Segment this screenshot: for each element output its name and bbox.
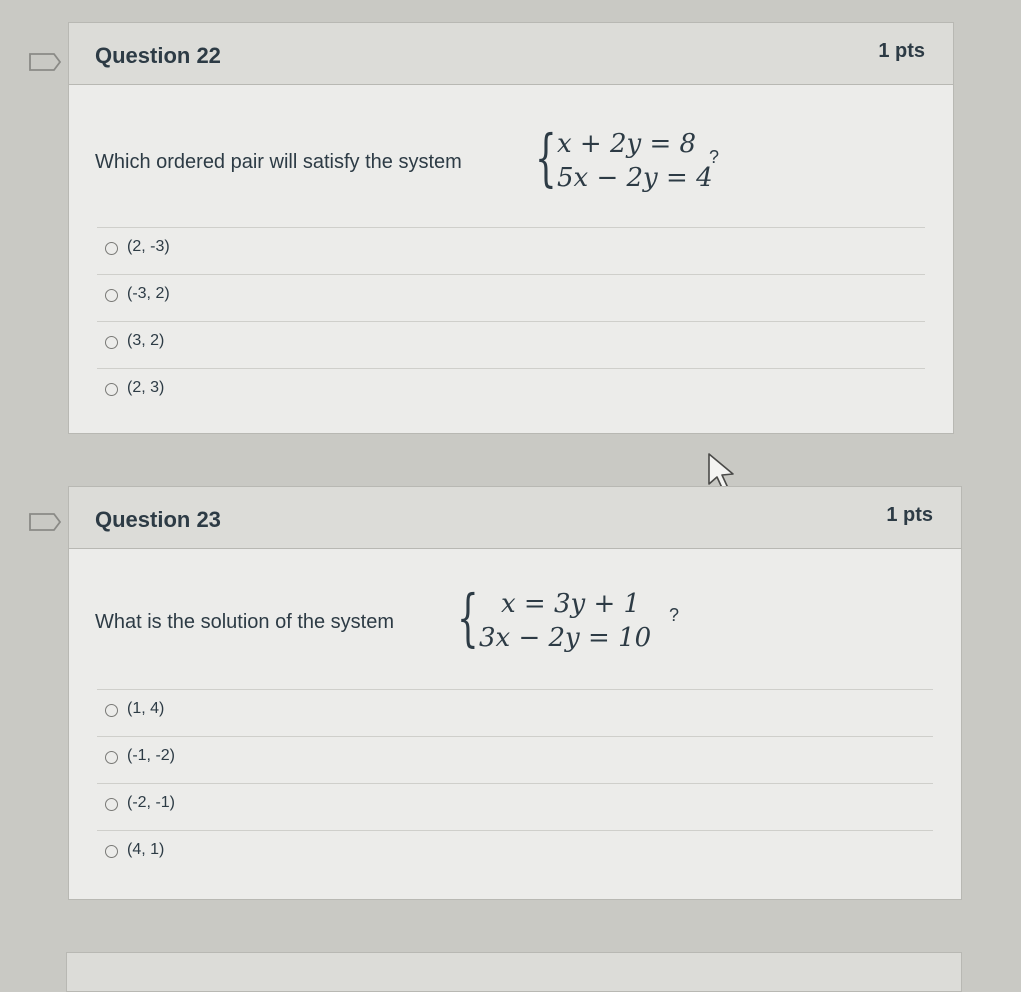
- answer-option[interactable]: [97, 321, 925, 368]
- radio-unchecked-icon[interactable]: [105, 751, 118, 764]
- answer-label[interactable]: (2, -3): [127, 238, 170, 255]
- radio-unchecked-icon[interactable]: [105, 845, 118, 858]
- answer-label[interactable]: (3, 2): [127, 332, 165, 349]
- answer-option[interactable]: [97, 368, 925, 415]
- answer-label[interactable]: (1, 4): [127, 700, 165, 717]
- question-22-title: Question 22: [95, 43, 221, 68]
- answer-option[interactable]: [97, 736, 933, 783]
- question-23-suffix: ?: [669, 605, 680, 625]
- answer-label[interactable]: (-1, -2): [127, 747, 175, 764]
- answer-option[interactable]: [97, 783, 933, 830]
- radio-unchecked-icon[interactable]: [105, 289, 118, 302]
- question-22-suffix: ?: [709, 147, 720, 167]
- question-23-answers: [97, 689, 933, 877]
- question-22-text: Which ordered pair will satisfy the system: [95, 151, 462, 173]
- question-23-header: [69, 487, 961, 549]
- radio-unchecked-icon[interactable]: [105, 383, 118, 396]
- answer-option[interactable]: [97, 830, 933, 877]
- radio-unchecked-icon[interactable]: [105, 336, 118, 349]
- question-23-equation-1: x = 3y + 1: [501, 589, 641, 619]
- question-23-title: Question 23: [95, 507, 221, 532]
- answer-option[interactable]: [97, 227, 925, 274]
- question-22-answers: [97, 227, 925, 415]
- answer-option[interactable]: [97, 689, 933, 736]
- question-23-text: What is the solution of the system: [95, 611, 395, 633]
- question-22-card: Question 22 1 pts Which ordered pair will satisfy the system { x + 2y = 8 5x − 2y = 4 ? (2, -3) (-3, 2) (3, 2) (2, 3): [68, 22, 954, 434]
- question-23-card: Question 23 1 pts What is the solution of the system { x = 3y + 1 3x − 2y = 10 ? (1, 4) (-1, -2) (-2, -1) (4, 1): [68, 486, 962, 900]
- question-22-equation-2: 5x − 2y = 4: [557, 163, 713, 193]
- next-question-card: [66, 952, 962, 992]
- question-22-header: [69, 23, 953, 85]
- radio-unchecked-icon[interactable]: [105, 704, 118, 717]
- question-23-equation-2: 3x − 2y = 10: [479, 623, 652, 653]
- question-22-points: 1 pts: [878, 40, 925, 62]
- answer-label[interactable]: (4, 1): [127, 841, 165, 858]
- question-23-points: 1 pts: [886, 504, 933, 526]
- answer-label[interactable]: (-2, -1): [127, 794, 175, 811]
- flag-question-22-icon[interactable]: [28, 52, 62, 72]
- radio-unchecked-icon[interactable]: [105, 242, 118, 255]
- radio-unchecked-icon[interactable]: [105, 798, 118, 811]
- answer-label[interactable]: (2, 3): [127, 379, 165, 396]
- answer-option[interactable]: [97, 274, 925, 321]
- flag-question-23-icon[interactable]: [28, 512, 62, 532]
- answer-label[interactable]: (-3, 2): [127, 285, 170, 302]
- question-22-equation-1: x + 2y = 8: [557, 129, 697, 159]
